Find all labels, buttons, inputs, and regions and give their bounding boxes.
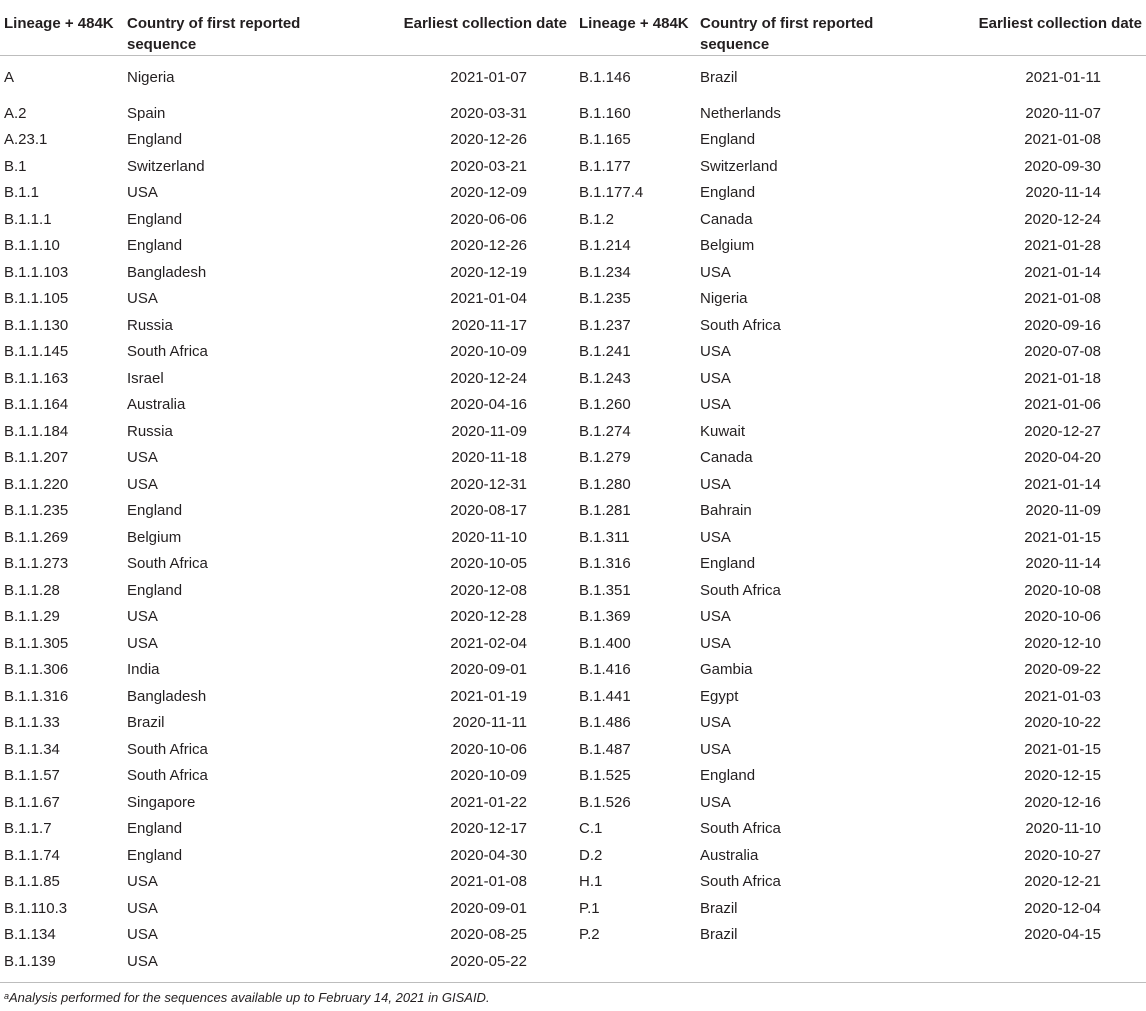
cell-lineage: B.1.235 xyxy=(579,290,631,307)
cell-country: England xyxy=(127,502,183,519)
cell-country: Spain xyxy=(127,104,166,122)
cell-lineage: B.1.177 xyxy=(579,157,631,175)
cell-date: 2020-09-01 xyxy=(450,899,527,917)
cell-lineage: P.1 xyxy=(579,899,600,917)
cell-lineage: B.1.1.269 xyxy=(4,528,69,546)
header-country-left: Country of first reported sequence xyxy=(127,0,317,56)
cell-country xyxy=(700,949,890,976)
cell-country: England xyxy=(700,131,756,148)
cell-date: 2020-06-06 xyxy=(450,210,527,228)
cell-date: 2020-10-09 xyxy=(450,343,527,360)
cell-country: USA xyxy=(127,290,158,307)
footnote-marker: a xyxy=(4,991,10,1001)
cell-date: 2020-12-28 xyxy=(450,608,527,625)
cell-country: South Africa xyxy=(127,343,208,360)
cell-date: 2020-12-24 xyxy=(1024,210,1101,228)
cell-country: Singapore xyxy=(127,793,196,811)
cell-lineage: A.23.1 xyxy=(4,131,48,148)
cell-lineage: B.1.369 xyxy=(579,608,631,625)
cell-date xyxy=(890,949,1146,976)
table-row xyxy=(0,445,1146,472)
cell-country: Brazil xyxy=(700,899,738,917)
table-row xyxy=(0,233,1146,260)
cell-lineage: B.1.274 xyxy=(579,422,631,440)
cell-country: USA xyxy=(700,608,731,625)
cell-lineage: B.1.1.305 xyxy=(4,634,69,652)
cell-country: USA xyxy=(127,926,158,943)
table-row xyxy=(0,286,1146,313)
table-row xyxy=(0,710,1146,737)
cell-date: 2021-01-14 xyxy=(1024,475,1101,493)
cell-lineage: B.1.1.163 xyxy=(4,369,69,387)
cell-date: 2020-09-22 xyxy=(1024,661,1101,678)
cell-country: South Africa xyxy=(700,581,781,599)
cell-date: 2020-12-26 xyxy=(450,131,527,148)
cell-country: Australia xyxy=(127,396,186,413)
cell-date: 2020-10-08 xyxy=(1024,581,1101,599)
cell-lineage: B.1.165 xyxy=(579,131,631,148)
cell-country: Brazil xyxy=(700,926,738,943)
cell-lineage: B.1.134 xyxy=(4,926,56,943)
cell-lineage: B.1.1.207 xyxy=(4,449,69,466)
table-row xyxy=(0,392,1146,419)
cell-country: USA xyxy=(127,449,158,466)
table-row xyxy=(0,869,1146,896)
cell-country: India xyxy=(127,661,160,678)
cell-country: Brazil xyxy=(700,69,738,86)
cell-lineage: B.1.1.164 xyxy=(4,396,69,413)
cell-date: 2021-01-06 xyxy=(1024,396,1101,413)
cell-lineage: B.1.1 xyxy=(4,184,40,201)
cell-country: Switzerland xyxy=(127,157,205,175)
cell-lineage: B.1.1.103 xyxy=(4,263,69,281)
cell-date: 2020-03-21 xyxy=(450,157,527,175)
cell-lineage: B.1.1.130 xyxy=(4,316,69,334)
cell-date: 2020-12-09 xyxy=(450,184,527,201)
cell-country: USA xyxy=(127,873,158,890)
cell-country: Russia xyxy=(127,422,173,440)
table-row xyxy=(0,498,1146,525)
cell-country: Bahrain xyxy=(700,502,752,519)
cell-country: England xyxy=(700,555,756,572)
cell-lineage: B.1.177.4 xyxy=(579,184,644,201)
cell-date: 2020-12-17 xyxy=(450,820,527,837)
table-row xyxy=(0,419,1146,446)
cell-country: South Africa xyxy=(700,873,781,890)
table-row xyxy=(0,551,1146,578)
cell-country: Belgium xyxy=(700,237,755,254)
cell-date: 2020-11-10 xyxy=(451,528,527,546)
cell-date: 2021-01-03 xyxy=(1024,687,1101,705)
cell-date: 2021-01-28 xyxy=(1024,237,1101,254)
cell-country: South Africa xyxy=(700,820,781,837)
cell-country: USA xyxy=(700,343,731,360)
cell-country: South Africa xyxy=(127,555,208,572)
cell-date: 2020-11-07 xyxy=(1025,104,1101,122)
table-row xyxy=(0,180,1146,207)
cell-country: USA xyxy=(700,793,731,811)
table-row xyxy=(0,737,1146,764)
cell-lineage: B.1.1.29 xyxy=(4,608,60,625)
cell-date: 2021-01-07 xyxy=(450,69,527,86)
table-row xyxy=(0,207,1146,234)
cell-date: 2020-04-15 xyxy=(1024,926,1101,943)
cell-date: 2020-09-30 xyxy=(1024,157,1101,175)
cell-lineage: B.1.1.33 xyxy=(4,714,60,731)
cell-date: 2021-01-19 xyxy=(450,687,527,705)
cell-lineage: B.1.316 xyxy=(579,555,631,572)
cell-country: Russia xyxy=(127,316,173,334)
cell-lineage: B.1.214 xyxy=(579,237,631,254)
cell-date: 2020-11-14 xyxy=(1025,184,1101,201)
cell-date: 2020-08-17 xyxy=(450,502,527,519)
cell-lineage: B.1.260 xyxy=(579,396,631,413)
cell-date: 2020-09-01 xyxy=(450,661,527,678)
cell-lineage: B.1.1.7 xyxy=(4,820,52,837)
cell-lineage: B.1.525 xyxy=(579,767,631,784)
cell-lineage: B.1.416 xyxy=(579,661,631,678)
cell-date: 2020-10-22 xyxy=(1024,714,1101,731)
table-row xyxy=(0,154,1146,181)
cell-country: USA xyxy=(700,263,731,281)
cell-country: Egypt xyxy=(700,687,739,705)
cell-country: USA xyxy=(127,952,158,970)
cell-date: 2021-01-15 xyxy=(1024,528,1101,546)
cell-country: England xyxy=(127,237,183,254)
cell-date: 2020-11-09 xyxy=(451,422,527,440)
cell-lineage: B.1.1.105 xyxy=(4,290,69,307)
cell-lineage: B.1.526 xyxy=(579,793,631,811)
cell-date: 2020-11-17 xyxy=(451,316,527,334)
table-row xyxy=(0,896,1146,923)
cell-country: England xyxy=(127,846,183,864)
table-row xyxy=(0,56,1146,101)
cell-date: 2020-08-25 xyxy=(450,926,527,943)
cell-lineage: B.1.234 xyxy=(579,263,631,281)
cell-date: 2020-04-20 xyxy=(1024,449,1101,466)
table-row xyxy=(0,684,1146,711)
cell-country: USA xyxy=(127,608,158,625)
cell-date: 2020-12-27 xyxy=(1024,422,1101,440)
cell-date: 2020-10-05 xyxy=(450,555,527,572)
cell-date: 2020-10-27 xyxy=(1024,846,1101,864)
cell-country: Gambia xyxy=(700,661,753,678)
cell-date: 2020-10-06 xyxy=(450,740,527,758)
cell-date: 2020-11-10 xyxy=(1025,820,1101,837)
cell-country: USA xyxy=(700,396,731,413)
cell-country: USA xyxy=(700,740,731,758)
cell-country: USA xyxy=(700,475,731,493)
cell-date: 2020-12-16 xyxy=(1024,793,1101,811)
table-row xyxy=(0,604,1146,631)
cell-lineage: B.1.280 xyxy=(579,475,631,493)
cell-country: USA xyxy=(127,634,158,652)
header-country-right: Country of first reported sequence xyxy=(700,0,890,56)
cell-date: 2020-07-08 xyxy=(1024,343,1101,360)
cell-lineage: B.1.1.85 xyxy=(4,873,60,890)
cell-date: 2021-01-08 xyxy=(1024,131,1101,148)
cell-country: USA xyxy=(700,634,731,652)
table-row xyxy=(0,101,1146,128)
cell-date: 2020-12-26 xyxy=(450,237,527,254)
cell-date: 2020-12-24 xyxy=(450,369,527,387)
cell-country: England xyxy=(127,581,183,599)
cell-lineage: B.1.243 xyxy=(579,369,631,387)
cell-date: 2020-12-21 xyxy=(1024,873,1101,890)
cell-country: South Africa xyxy=(127,740,208,758)
cell-lineage: B.1.1.235 xyxy=(4,502,69,519)
cell-date: 2020-12-08 xyxy=(450,581,527,599)
cell-country: Canada xyxy=(700,210,753,228)
table-bottom-rule xyxy=(0,982,1146,983)
cell-lineage: D.2 xyxy=(579,846,603,864)
table-row xyxy=(0,578,1146,605)
cell-date: 2020-09-16 xyxy=(1024,316,1101,334)
table-row xyxy=(0,631,1146,658)
cell-date: 2020-10-06 xyxy=(1024,608,1101,625)
cell-date: 2020-11-14 xyxy=(1025,555,1101,572)
cell-lineage: B.1 xyxy=(4,157,27,175)
cell-lineage: B.1.1.273 xyxy=(4,555,69,572)
cell-date: 2020-05-22 xyxy=(450,952,527,970)
cell-lineage: B.1.1.1 xyxy=(4,210,52,228)
cell-country: USA xyxy=(127,184,158,201)
cell-lineage xyxy=(573,949,700,976)
cell-country: Netherlands xyxy=(700,104,781,122)
cell-date: 2021-02-04 xyxy=(450,634,527,652)
cell-country: England xyxy=(127,820,183,837)
cell-date: 2021-01-04 xyxy=(450,290,527,307)
cell-lineage: B.1.279 xyxy=(579,449,631,466)
cell-lineage: B.1.1.74 xyxy=(4,846,60,864)
table-row xyxy=(0,366,1146,393)
cell-lineage: B.1.1.316 xyxy=(4,687,69,705)
table-row xyxy=(0,816,1146,843)
cell-date: 2020-12-31 xyxy=(450,475,527,493)
cell-date: 2021-01-15 xyxy=(1024,740,1101,758)
cell-lineage: B.1.241 xyxy=(579,343,631,360)
cell-country: Nigeria xyxy=(700,290,748,307)
cell-lineage: B.1.1.220 xyxy=(4,475,69,493)
cell-lineage: B.1.351 xyxy=(579,581,631,599)
cell-country: England xyxy=(127,210,183,228)
table-row xyxy=(0,657,1146,684)
footnote-text: Analysis performed for the sequences available up to February 14, 2021 in GISAID. xyxy=(9,990,490,1005)
cell-country: USA xyxy=(700,528,731,546)
cell-country: England xyxy=(700,184,756,201)
table-row xyxy=(0,313,1146,340)
header-lineage-right: Lineage + 484K xyxy=(573,0,700,56)
cell-country: England xyxy=(127,131,183,148)
table-row xyxy=(0,127,1146,154)
cell-country: Australia xyxy=(700,846,759,864)
cell-country: Canada xyxy=(700,449,753,466)
cell-country: Switzerland xyxy=(700,157,778,175)
cell-date: 2020-11-18 xyxy=(451,449,527,466)
table-footnote xyxy=(4,989,490,1007)
cell-country: Brazil xyxy=(127,714,165,731)
cell-date: 2021-01-18 xyxy=(1024,369,1101,387)
cell-lineage: H.1 xyxy=(579,873,603,890)
cell-lineage: B.1.311 xyxy=(579,528,630,546)
cell-country: USA xyxy=(700,369,731,387)
table-row xyxy=(0,843,1146,870)
cell-country: Kuwait xyxy=(700,422,746,440)
cell-date: 2020-04-16 xyxy=(450,396,527,413)
cell-date: 2021-01-22 xyxy=(450,793,527,811)
cell-date: 2021-01-11 xyxy=(1025,69,1101,86)
cell-date: 2020-12-04 xyxy=(1024,899,1101,917)
cell-lineage: B.1.1.34 xyxy=(4,740,60,758)
cell-date: 2020-12-19 xyxy=(450,263,527,281)
cell-lineage: B.1.1.57 xyxy=(4,767,60,784)
header-date-right: Earliest collection date xyxy=(890,0,1146,56)
table-row xyxy=(0,922,1146,949)
cell-country: USA xyxy=(127,899,158,917)
cell-country: England xyxy=(700,767,756,784)
cell-date: 2020-11-11 xyxy=(452,714,527,731)
cell-lineage: B.1.110.3 xyxy=(4,899,68,917)
cell-lineage: B.1.400 xyxy=(579,634,631,652)
header-date-left: Earliest collection date xyxy=(317,0,573,56)
cell-country: USA xyxy=(127,475,158,493)
table-row xyxy=(0,525,1146,552)
table-header-row xyxy=(0,0,1146,56)
cell-country: Bangladesh xyxy=(127,687,207,705)
cell-lineage: B.1.1.10 xyxy=(4,237,60,254)
cell-date: 2020-10-09 xyxy=(450,767,527,784)
table-row xyxy=(0,260,1146,287)
cell-date: 2020-04-30 xyxy=(450,846,527,864)
cell-country: South Africa xyxy=(700,316,781,334)
cell-lineage: B.1.1.306 xyxy=(4,661,69,678)
cell-lineage: B.1.441 xyxy=(579,687,631,705)
cell-country: South Africa xyxy=(127,767,208,784)
cell-date: 2021-01-14 xyxy=(1024,263,1101,281)
cell-country: Nigeria xyxy=(127,69,175,86)
cell-country: Bangladesh xyxy=(127,263,207,281)
cell-lineage: B.1.2 xyxy=(579,210,615,228)
cell-country: Israel xyxy=(127,369,164,387)
cell-lineage: B.1.139 xyxy=(4,952,56,970)
cell-lineage: B.1.1.184 xyxy=(4,422,69,440)
table-row xyxy=(0,339,1146,366)
cell-lineage: B.1.237 xyxy=(579,316,631,334)
cell-lineage: C.1 xyxy=(579,820,603,837)
cell-lineage: B.1.487 xyxy=(579,740,631,758)
cell-country: USA xyxy=(700,714,731,731)
cell-lineage: A.2 xyxy=(4,104,27,122)
table-row xyxy=(0,790,1146,817)
cell-country: Belgium xyxy=(127,528,182,546)
cell-lineage: B.1.281 xyxy=(579,502,631,519)
table-row xyxy=(0,472,1146,499)
cell-date: 2021-01-08 xyxy=(450,873,527,890)
table-body xyxy=(0,56,1146,976)
table-row xyxy=(0,949,1146,976)
cell-date: 2020-12-10 xyxy=(1024,634,1101,652)
cell-lineage: B.1.486 xyxy=(579,714,631,731)
cell-date: 2020-03-31 xyxy=(450,104,527,122)
cell-date: 2021-01-08 xyxy=(1024,290,1101,307)
cell-lineage: P.2 xyxy=(579,926,600,943)
cell-date: 2020-12-15 xyxy=(1024,767,1101,784)
cell-lineage: B.1.160 xyxy=(579,104,631,122)
cell-lineage: B.1.1.145 xyxy=(4,343,69,360)
cell-lineage: A xyxy=(4,69,15,86)
cell-lineage: B.1.1.28 xyxy=(4,581,60,599)
header-lineage-left: Lineage + 484K xyxy=(0,0,127,56)
cell-date: 2020-11-09 xyxy=(1025,502,1101,519)
table-row xyxy=(0,763,1146,790)
cell-lineage: B.1.146 xyxy=(579,69,631,86)
cell-lineage: B.1.1.67 xyxy=(4,793,60,811)
